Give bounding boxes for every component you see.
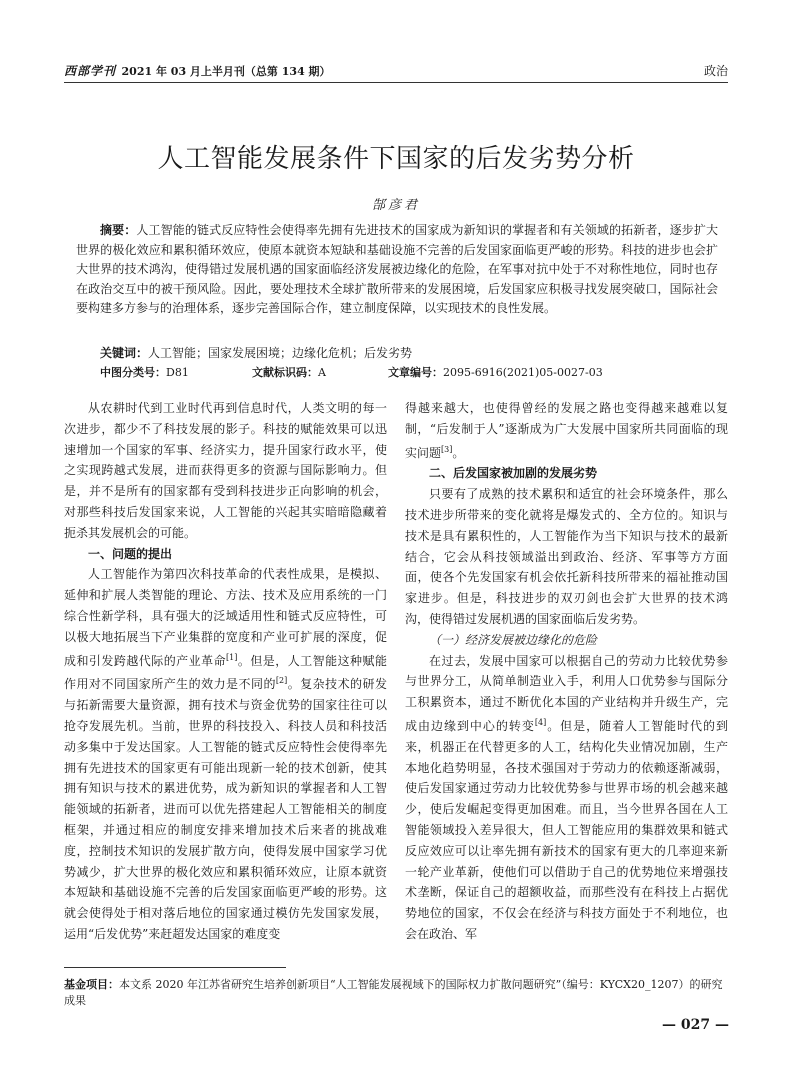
article-number-label: 文章编号：: [388, 366, 443, 379]
article-number: [388, 364, 603, 380]
header-divider: [64, 82, 728, 83]
paragraph: [405, 651, 728, 945]
keywords-text: 人工智能；国家发展困境；边缘化危机；后发劣势: [148, 346, 413, 360]
body-column-left: [64, 398, 387, 945]
running-header: [64, 62, 728, 82]
subsection-heading: （一）经济发展被边缘化的危险: [429, 632, 598, 647]
section-heading: 一、问题的提出: [88, 546, 173, 561]
body-column-right: [405, 398, 728, 945]
citation: [4]: [534, 717, 547, 727]
abstract-label: 摘要：: [100, 223, 137, 237]
funding-note: [64, 977, 728, 1009]
paragraph-text: 在过去，发展中国家可以根据自己的劳动力比较优势参与世界分工，从简单制造业入手，利用人口优势参与国际分工积累资本，通过不断优化本国的产业结构并升级生产，完成由边缘到中心的转变: [405, 653, 728, 733]
clc-value: D81: [166, 366, 189, 379]
funding-label: 基金项目：: [64, 978, 119, 991]
paragraph-text: 。但是，随着人工智能时代的到来，机器正在代替更多的人工，结构化失业情况加剧，生产本地化趋势明显，各技术强国对于劳动力的依赖逐渐减弱，使后发国家通过劳动力比较优势参与世界市场的机会越来越少，使后发崛起变得更加困难。而且，当今世界各国在人工智能领域投入差异很大，但人工智能应用的集群效果和链式反应效应可以让率先拥有新技术的国家有更大的几率迎来新一轮产业革新，使他们可以借助于自己的优势地位来增强技术垄断，保证自己的超额收益，而那些没有在科技上占据优势地位的国家，不仅会在经济与科技方面处于不利地位，也会在政治、军: [405, 718, 728, 941]
article-title: 人工智能发展条件下国家的后发劣势分析: [157, 144, 635, 174]
article-author: 郜彦君: [371, 198, 420, 213]
abstract: [76, 221, 718, 319]
journal-logo: 西部学刊: [64, 64, 117, 78]
paragraph: 从农耕时代到工业时代再到信息时代，人类文明的每一次进步，都少不了科技发展的影子。科技的赋能效果可以迅速增加一个国家的军事、经济实力，提升国家行政水平，使之实现跨越式发展，进而获得更多的资源与国际影响力。但是，并不是所有的国家都有受到科技进步正向影响的机会，对那些科技后发国家来说，人工智能的兴起其实暗暗隐藏着扼杀其发展机会的可能。: [64, 401, 387, 540]
doc-value: A: [318, 366, 326, 379]
paragraph: [405, 398, 728, 463]
article-number-value: 2095-6916(2021)05-0027-03: [443, 366, 603, 379]
section-category: 政治: [703, 64, 728, 78]
section-heading: 二、后发国家被加剧的发展劣势: [429, 466, 598, 481]
footnote-divider: [64, 967, 286, 968]
paragraph-text: 。复杂技术的研发与拓新需要大量资源，拥有技术与资金优势的国家往往可以抢夺发展先机。当前，世界的科技投入、科技人员和科技活动多集中于发达国家。人工智能的链式反应特性会使得率先拥有先进技术的国家更有可能出现新一轮的技术创新，使其拥有知识与技术的累进优势，成为新知识的掌握者和人工智能领域的拓新者，进而可以优先搭建起人工智能相关的制度框架，并通过相应的制度安排来增加技术后来者的挑战难度，控制技术知识的发展扩散方向，使得发展中国家学习优势减少，扩大世界的极化效应和累积循环效应，让原本就资本短缺和基础设施不完善的后发国家面临更严峻的形势。这就会使得处于相对落后地位的国家通过模仿先发国家发展，运用“后发优势”来赶超发达国家的难度变: [64, 677, 387, 941]
abstract-text: 人工智能的链式反应特性会使得率先拥有先进技术的国家成为新知识的掌握者和有关领域的拓新者，逐步扩大世界的极化效应和累积循环效应，使原本就资本短缺和基础设施不完善的后发国家面临更严峻的形势。科技的进步也会扩大世界的技术鸿沟，使得错过发展机遇的国家面临经济发展被边缘化的危险，在军事对抗中处于不对称性地位，同时也存在政治交互中的被干预风险。因此，要处理技术全球扩散所带来的发展困境，后发国家应积极寻找发展突破口，国际社会要构建多方参与的治理体系，逐步完善国际合作，建立制度保障，以实现技术的良性发展。: [76, 223, 718, 316]
doc-label: 文献标识码：: [252, 366, 318, 379]
keywords-label: 关键词：: [100, 346, 149, 360]
paragraph-text: 。但是，人工智能这种赋能作用对不同国家所产生的效力是不同的: [64, 653, 387, 692]
citation: [1]: [226, 652, 238, 662]
clc-number: [100, 364, 189, 380]
paragraph: [64, 564, 387, 944]
paragraph-text: 得越来越大，也使得曾经的发展之路也变得越来越难以复制，“后发制于人”逐渐成为广大发展中国家所共同面临的现实问题: [405, 401, 728, 460]
funding-text: 本文系 2020 年江苏省研究生培养创新项目“人工智能发展视域下的国际权力扩散问题研究”（编号：KYCX20_1207）的研究成果: [64, 978, 723, 1007]
page-number: — 027 —: [662, 1017, 729, 1033]
clc-label: 中图分类号：: [100, 366, 166, 379]
keywords: [100, 344, 412, 361]
issue-info: 2021 年 03 月上半月刊（总第 134 期）: [121, 65, 331, 78]
paragraph: 只要有了成熟的技术累积和适宜的社会环境条件，那么技术进步所带来的变化就将是爆发式的、全方位的。知识与技术是具有累积性的，人工智能作为当下知识与技术的最新结合，它会从科技领域溢出到政治、经济、军事等方方面面，使各个先发国家有机会依托新科技所带来的福祉推动国家进步。但是，科技进步的双刃剑也会扩大世界的技术鸿沟，使得错过发展机遇的国家面临后发劣势。: [405, 487, 728, 626]
paragraph-text: 。: [452, 445, 465, 460]
citation: [2]: [275, 676, 288, 686]
doc-code: [252, 364, 326, 380]
paragraph-text: 人工智能作为第四次科技革命的代表性成果，是模拟、延伸和扩展人类智能的理论、方法、技术及应用系统的一门综合性新学科，具有强大的泛域适用性和链式反应特性，可以极大地拓展当下产业集群的宽度和产业可扩展的深度，促成和引发跨越代际的产业革命: [64, 567, 387, 668]
citation: [3]: [441, 444, 453, 454]
